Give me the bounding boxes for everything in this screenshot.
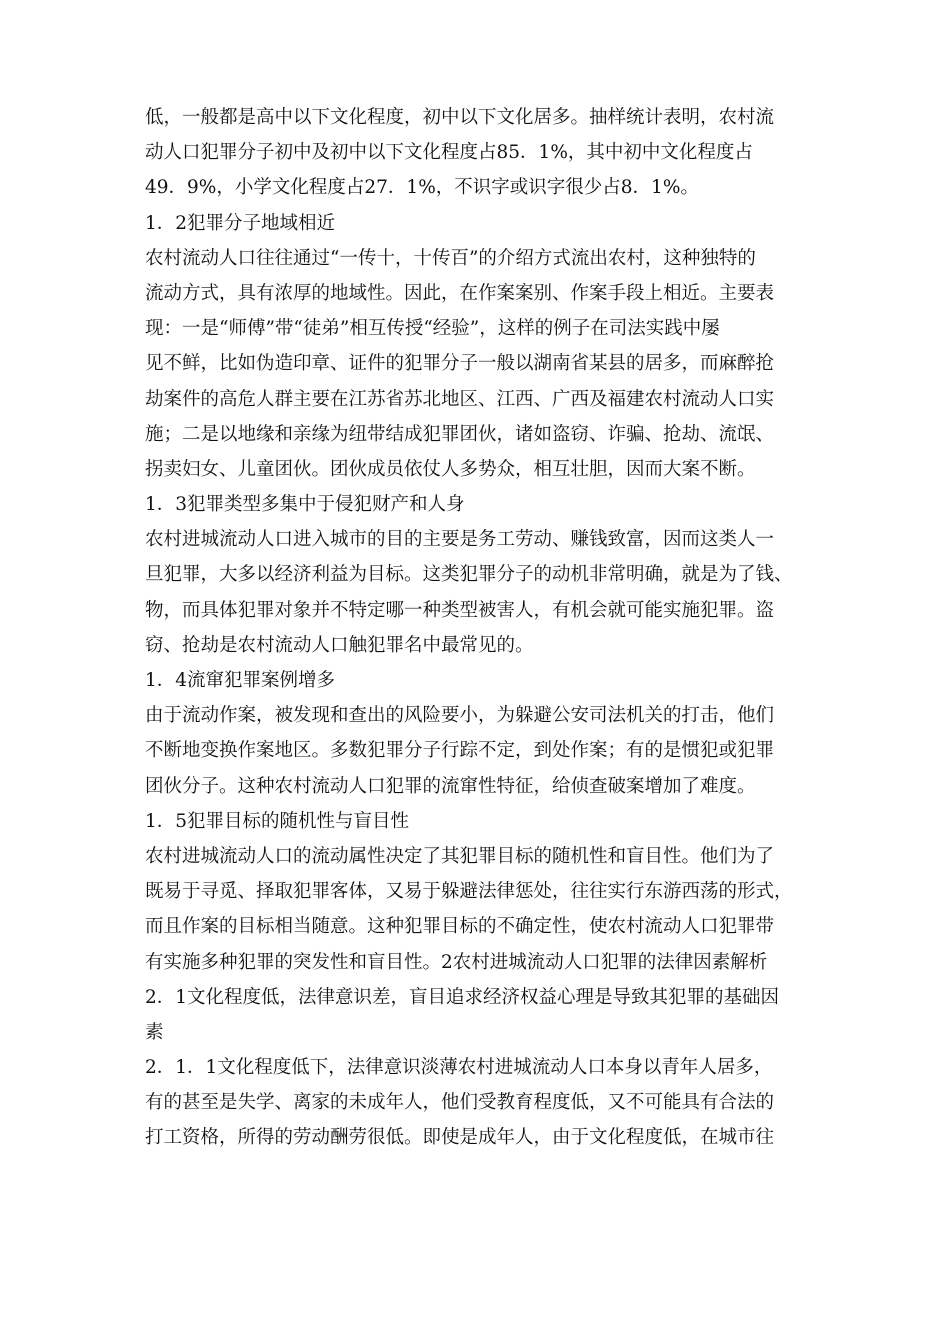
text-line: 动人口犯罪分子初中及初中以下文化程度占85．1%，其中初中文化程度占 (145, 142, 753, 164)
text-line: 现：一是“师傅”带“徒弟”相互传授“经验”，这样的例子在司法实践中屡 (145, 318, 720, 340)
text-line: 窃、抢劫是农村流动人口触犯罪名中最常见的。 (145, 634, 534, 656)
text-line: 旦犯罪，大多以经济利益为目标。这类犯罪分子的动机非常明确，就是为了钱、 (145, 564, 793, 586)
text-line: 团伙分子。这种农村流动人口犯罪的流窜性特征，给侦查破案增加了难度。 (145, 775, 756, 797)
text-line: 施；二是以地缘和亲缘为纽带结成犯罪团伙，诸如盗窃、诈骗、抢劫、流氓、 (145, 423, 775, 445)
section-heading: 2．1文化程度低，法律意识差，盲目追求经济权益心理是导致其犯罪的基础因 (145, 986, 780, 1008)
section-heading: 1．3犯罪类型多集中于侵犯财产和人身 (145, 494, 465, 516)
text-line: 拐卖妇女、儿童团伙。团伙成员依仗人多势众，相互壮胆，因而大案不断。 (145, 458, 756, 480)
text-line: 劫案件的高危人群主要在江苏省苏北地区、江西、广西及福建农村流动人口实 (145, 388, 775, 410)
text-line: 农村进城流动人口的流动属性决定了其犯罪目标的随机性和盲目性。他们为了 (145, 845, 775, 867)
text-line: 低，一般都是高中以下文化程度，初中以下文化居多。抽样统计表明，农村流 (145, 107, 775, 128)
text-line: 农村进城流动人口进入城市的目的主要是务工劳动、赚钱致富，因而这类人一 (145, 529, 775, 551)
text-line: 打工资格，所得的劳动酬劳很低。即使是成年人，由于文化程度低，在城市往 (145, 1127, 775, 1149)
text-line: 而且作案的目标相当随意。这种犯罪目标的不确定性，使农村流动人口犯罪带 (145, 916, 775, 938)
text-line: 流动方式，具有浓厚的地域性。因此，在作案案别、作案手段上相近。主要表 (145, 282, 775, 304)
text-line: 2．1．1文化程度低下，法律意识淡薄农村进城流动人口本身以青年人居多， (145, 1057, 773, 1079)
text-line: 既易于寻觅、择取犯罪客体，又易于躲避法律惩处，往往实行东游西荡的形式， (145, 881, 793, 903)
text-line: 农村流动人口往往通过“一传十，十传百”的介绍方式流出农村，这种独特的 (145, 247, 756, 269)
section-heading: 1．2犯罪分子地域相近 (145, 212, 336, 234)
text-line: 见不鲜，比如伪造印章、证件的犯罪分子一般以湖南省某县的居多，而麻醉抢 (145, 353, 775, 375)
text-line: 有实施多种犯罪的突发性和盲目性。2农村进城流动人口犯罪的法律因素解析 (145, 951, 768, 973)
text-line: 素 (145, 1021, 164, 1043)
text-line: 由于流动作案，被发现和查出的风险要小，为躲避公安司法机关的打击，他们 (145, 705, 775, 727)
section-heading: 1．5犯罪目标的随机性与盲目性 (145, 810, 410, 832)
body-text (145, 100, 835, 1156)
text-line: 49．9%，小学文化程度占27．1%，不识字或识字很少占8．1%。 (145, 177, 699, 199)
section-heading: 1．4流窜犯罪案例增多 (145, 670, 336, 691)
text-line: 有的甚至是失学、离家的未成年人，他们受教育程度低，又不可能具有合法的 (145, 1092, 775, 1114)
text-line: 不断地变换作案地区。多数犯罪分子行踪不定，到处作案；有的是惯犯或犯罪 (145, 740, 775, 762)
text-line: 物，而具体犯罪对象并不特定哪一种类型被害人，有机会就可能实施犯罪。盗 (145, 599, 775, 621)
